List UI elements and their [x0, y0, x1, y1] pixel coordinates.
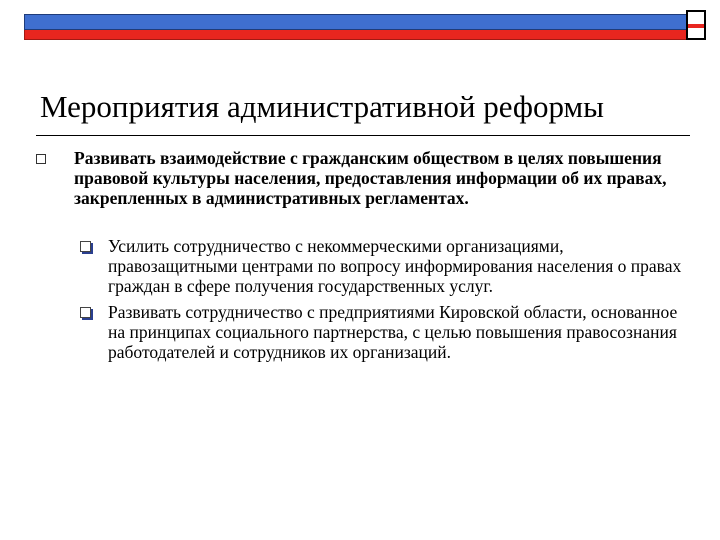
sub-point-text: Развивать сотрудничество с предприятиями Кировской области, основанное на принципах социального партнерства, с целью повышения правосознания работодателей и сотрудников их организаций. [108, 302, 678, 362]
slide-title: Мероприятия административной реформы [40, 89, 604, 124]
sub-point-item [74, 236, 694, 296]
hollow-square-bullet-icon [36, 154, 46, 164]
sub-point-text: Усилить сотрудничество с некоммерческими организациями, правозащитными центрами по вопросу информирования населения о правах граждан в сфере получения государственных услуг. [108, 236, 682, 296]
shadowed-square-bullet-icon [80, 307, 91, 318]
header-bar-blue [24, 14, 688, 30]
sub-point-list [74, 236, 694, 368]
shadowed-square-bullet-icon [80, 241, 91, 252]
title-divider [36, 135, 690, 136]
header-bar-red [24, 30, 688, 40]
main-point-text: Развивать взаимодействие с гражданским обществом в целях повышения правовой культуры населения, предоставления информации об их правах, закрепленных в административных регламентах. [74, 148, 667, 208]
corner-square-decoration [686, 10, 706, 40]
sub-point-item [74, 302, 694, 362]
